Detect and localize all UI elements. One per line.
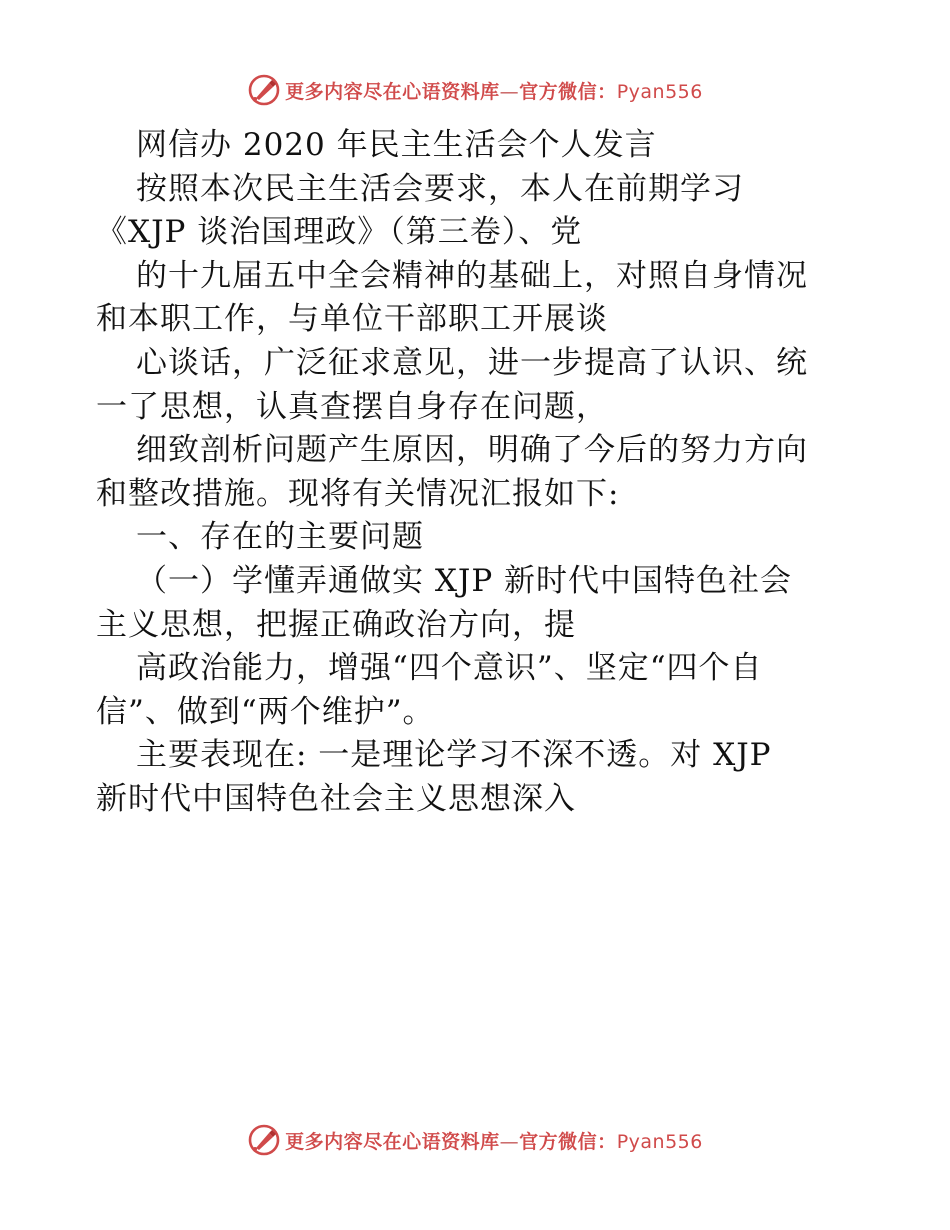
doc-line: 新时代中国特色社会主义思想深入 [96,780,576,817]
watermark-official: 官方微信： [519,1130,617,1153]
pen-nib-logo-icon [247,1123,281,1157]
doc-line: 信”、做到“两个维护”。 [96,693,435,730]
header-watermark [0,70,950,110]
doc-line: 和本职工作，与单位干部职工开展谈 [96,301,608,338]
doc-line: 按照本次民主生活会要求，本人在前期学习 [136,170,744,207]
doc-line: 细致剖析问题产生原因，明确了今后的努力方向 [136,432,808,469]
doc-line: 主义思想，把握正确政治方向，提 [96,606,576,643]
watermark-official: 官方微信： [519,80,617,103]
document-body [96,124,866,822]
watermark-separator: — [499,80,520,103]
doc-line: 高政治能力，增强“四个意识”、坚定“四个自 [136,650,763,687]
doc-line: 和整改措施。现将有关情况汇报如下: [96,475,620,512]
pen-nib-logo-icon [247,73,281,107]
doc-line: 心谈话，广泛征求意见，进一步提高了认识、统 [136,344,808,381]
doc-line: 一了思想，认真查摆自身存在问题， [96,388,608,425]
doc-line: 《XJP 谈治国理政》（第三卷）、党 [96,214,583,251]
doc-line: 主要表现在: 一是理论学习不深不透。对 XJP [136,737,772,774]
watermark-text [285,77,703,104]
doc-title: 网信办 2020 年民主生活会个人发言 [136,127,657,163]
watermark-main: 更多内容尽在心语资料库 [285,1130,500,1153]
footer-watermark [0,1120,950,1160]
subsection-heading: （一）学懂弄通做实 XJP 新时代中国特色社会 [136,562,793,599]
doc-line: 的十九届五中全会精神的基础上，对照自身情况 [136,257,808,294]
watermark-id: Pyan556 [616,80,703,103]
watermark-id: Pyan556 [616,1130,703,1153]
watermark-main: 更多内容尽在心语资料库 [285,80,500,103]
watermark-text [285,1127,703,1154]
section-heading: 一、存在的主要问题 [136,519,424,556]
watermark-separator: — [499,1130,520,1153]
